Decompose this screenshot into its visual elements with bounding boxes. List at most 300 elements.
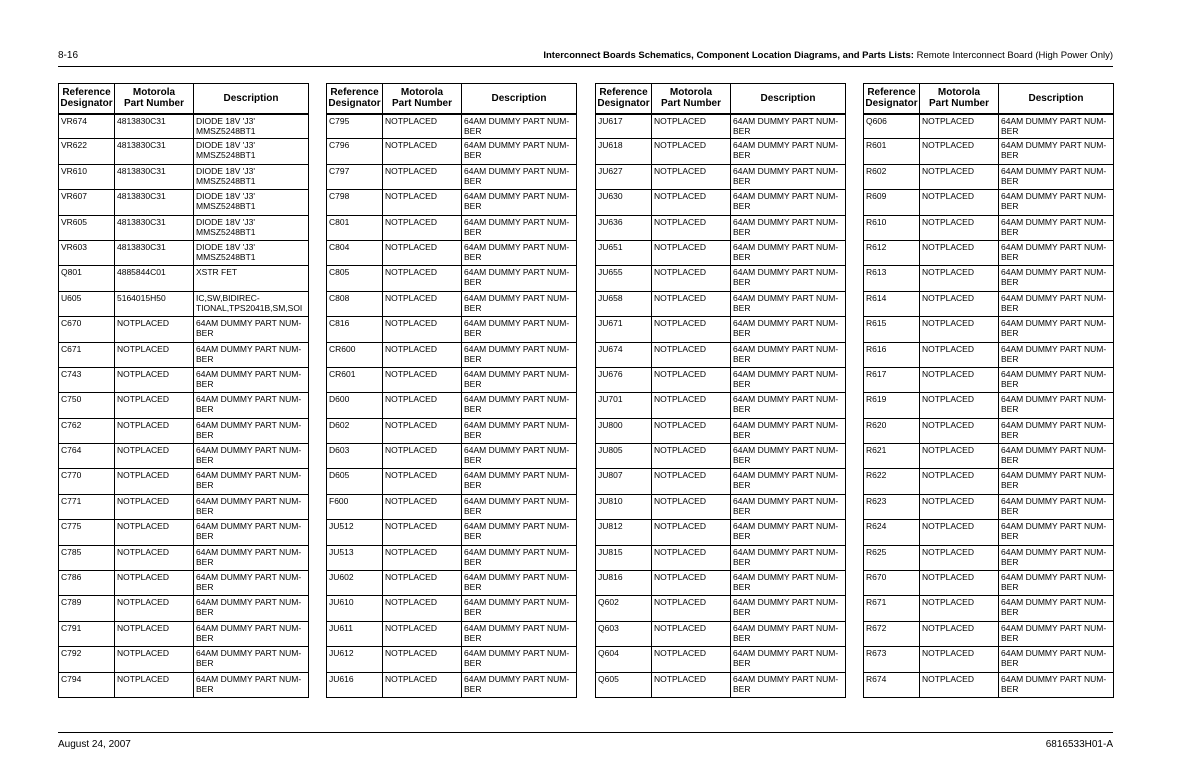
reference-designator-cell: VR603: [59, 240, 115, 265]
description-cell: 64AM DUMMY PART NUM-BER: [731, 494, 846, 519]
description-cell: 64AM DUMMY PART NUM-BER: [194, 672, 309, 697]
table-row: [59, 494, 309, 519]
col-header-description: [999, 84, 1114, 114]
reference-designator-cell: JU513: [327, 545, 383, 570]
table-row: [59, 469, 309, 494]
reference-designator-cell: C750: [59, 393, 115, 418]
reference-designator-cell: C794: [59, 672, 115, 697]
reference-designator-cell: R672: [864, 621, 920, 646]
table-row: [864, 672, 1114, 697]
reference-designator-cell: JU805: [596, 444, 652, 469]
reference-designator-cell: JU630: [596, 190, 652, 215]
reference-designator-cell: JU815: [596, 545, 652, 570]
reference-designator-cell: C762: [59, 418, 115, 443]
table-row: [596, 596, 846, 621]
table-row: [327, 596, 577, 621]
table-row: [327, 520, 577, 545]
description-cell: 64AM DUMMY PART NUM-BER: [462, 139, 577, 164]
description-cell: 64AM DUMMY PART NUM-BER: [999, 571, 1114, 596]
part-number-cell: NOTPLACED: [383, 114, 462, 139]
part-number-cell: NOTPLACED: [652, 596, 731, 621]
reference-designator-cell: VR610: [59, 164, 115, 189]
description-cell: 64AM DUMMY PART NUM-BER: [194, 520, 309, 545]
description-cell: 64AM DUMMY PART NUM-BER: [999, 317, 1114, 342]
part-number-cell: NOTPLACED: [383, 672, 462, 697]
reference-designator-cell: C786: [59, 571, 115, 596]
table-row: [864, 571, 1114, 596]
table-row: [864, 342, 1114, 367]
part-number-cell: NOTPLACED: [920, 647, 999, 672]
description-cell: 64AM DUMMY PART NUM-BER: [731, 342, 846, 367]
reference-designator-cell: R620: [864, 418, 920, 443]
table-row: [327, 545, 577, 570]
part-number-cell: NOTPLACED: [652, 342, 731, 367]
part-number-cell: NOTPLACED: [652, 393, 731, 418]
table-row: [864, 291, 1114, 316]
part-number-cell: NOTPLACED: [652, 266, 731, 291]
description-cell: 64AM DUMMY PART NUM-BER: [731, 647, 846, 672]
table-row: [59, 317, 309, 342]
reference-designator-cell: R613: [864, 266, 920, 291]
description-cell: 64AM DUMMY PART NUM-BER: [999, 545, 1114, 570]
part-number-cell: NOTPLACED: [920, 545, 999, 570]
reference-designator-cell: JU800: [596, 418, 652, 443]
description-cell: 64AM DUMMY PART NUM-BER: [194, 621, 309, 646]
page-number: 8-16: [58, 50, 79, 61]
reference-designator-cell: R617: [864, 367, 920, 392]
part-number-cell: NOTPLACED: [920, 672, 999, 697]
table-row: [327, 367, 577, 392]
reference-designator-cell: C785: [59, 545, 115, 570]
table-row: [596, 545, 846, 570]
table-row: [327, 215, 577, 240]
part-number-cell: NOTPLACED: [383, 545, 462, 570]
table-row: [327, 291, 577, 316]
description-cell: 64AM DUMMY PART NUM-BER: [999, 342, 1114, 367]
description-cell: 64AM DUMMY PART NUM-BER: [194, 647, 309, 672]
description-cell: DIODE 18V 'J3' MMSZ5248BT1: [194, 215, 309, 240]
reference-designator-cell: R674: [864, 672, 920, 697]
part-number-cell: NOTPLACED: [652, 520, 731, 545]
reference-designator-cell: C801: [327, 215, 383, 240]
reference-designator-cell: C798: [327, 190, 383, 215]
reference-designator-cell: R610: [864, 215, 920, 240]
reference-designator-cell: F600: [327, 494, 383, 519]
table-row: [864, 393, 1114, 418]
part-number-cell: 4813830C31: [115, 240, 194, 265]
description-cell: 64AM DUMMY PART NUM-BER: [194, 418, 309, 443]
reference-designator-cell: R622: [864, 469, 920, 494]
col-header-description: [731, 84, 846, 114]
table-row: [59, 418, 309, 443]
part-number-cell: NOTPLACED: [920, 596, 999, 621]
description-cell: 64AM DUMMY PART NUM-BER: [731, 444, 846, 469]
col-header-ref-line1: Reference: [599, 87, 648, 99]
description-cell: 64AM DUMMY PART NUM-BER: [462, 672, 577, 697]
reference-designator-cell: R670: [864, 571, 920, 596]
col-header-part-line1: Motorola: [937, 87, 981, 99]
parts-table: [595, 83, 846, 698]
description-cell: XSTR FET: [194, 266, 309, 291]
part-number-cell: NOTPLACED: [383, 291, 462, 316]
col-header-part-line2: Part Number: [660, 98, 721, 110]
reference-designator-cell: JU701: [596, 393, 652, 418]
table-header-row: [596, 84, 846, 114]
description-cell: 64AM DUMMY PART NUM-BER: [999, 215, 1114, 240]
col-header-ref-line2: Designator: [865, 98, 918, 110]
description-cell: 64AM DUMMY PART NUM-BER: [462, 215, 577, 240]
description-cell: 64AM DUMMY PART NUM-BER: [462, 266, 577, 291]
table-row: [59, 215, 309, 240]
description-cell: 64AM DUMMY PART NUM-BER: [999, 469, 1114, 494]
description-cell: 64AM DUMMY PART NUM-BER: [462, 571, 577, 596]
part-number-cell: NOTPLACED: [115, 317, 194, 342]
description-cell: 64AM DUMMY PART NUM-BER: [462, 545, 577, 570]
table-row: [864, 139, 1114, 164]
table-row: [327, 494, 577, 519]
description-cell: 64AM DUMMY PART NUM-BER: [731, 672, 846, 697]
description-cell: 64AM DUMMY PART NUM-BER: [731, 114, 846, 139]
reference-designator-cell: R614: [864, 291, 920, 316]
part-number-cell: NOTPLACED: [383, 190, 462, 215]
description-cell: 64AM DUMMY PART NUM-BER: [731, 215, 846, 240]
description-cell: 64AM DUMMY PART NUM-BER: [731, 367, 846, 392]
parts-table: [326, 83, 577, 698]
col-header-ref-line1: Reference: [62, 87, 111, 99]
description-cell: 64AM DUMMY PART NUM-BER: [462, 444, 577, 469]
table-row: [327, 164, 577, 189]
part-number-cell: NOTPLACED: [920, 240, 999, 265]
table-row: [59, 393, 309, 418]
part-number-cell: NOTPLACED: [383, 215, 462, 240]
col-header-desc: Description: [760, 92, 816, 104]
description-cell: 64AM DUMMY PART NUM-BER: [194, 444, 309, 469]
reference-designator-cell: C792: [59, 647, 115, 672]
part-number-cell: NOTPLACED: [652, 418, 731, 443]
description-cell: 64AM DUMMY PART NUM-BER: [462, 114, 577, 139]
description-cell: 64AM DUMMY PART NUM-BER: [462, 520, 577, 545]
table-row: [596, 418, 846, 443]
table-row: [864, 596, 1114, 621]
description-cell: 64AM DUMMY PART NUM-BER: [194, 342, 309, 367]
description-cell: 64AM DUMMY PART NUM-BER: [194, 494, 309, 519]
table-row: [596, 164, 846, 189]
reference-designator-cell: C816: [327, 317, 383, 342]
table-row: [327, 571, 577, 596]
description-cell: 64AM DUMMY PART NUM-BER: [731, 266, 846, 291]
col-header-desc: Description: [1028, 92, 1084, 104]
reference-designator-cell: C795: [327, 114, 383, 139]
part-number-cell: 4813830C31: [115, 190, 194, 215]
col-header-part-number: [920, 84, 999, 114]
part-number-cell: NOTPLACED: [652, 190, 731, 215]
part-number-cell: NOTPLACED: [652, 444, 731, 469]
description-cell: 64AM DUMMY PART NUM-BER: [462, 596, 577, 621]
table-row: [864, 520, 1114, 545]
description-cell: 64AM DUMMY PART NUM-BER: [999, 672, 1114, 697]
description-cell: 64AM DUMMY PART NUM-BER: [462, 190, 577, 215]
part-number-cell: NOTPLACED: [383, 139, 462, 164]
col-header-reference-designator: [59, 84, 115, 114]
table-row: [596, 444, 846, 469]
col-header-part-line2: Part Number: [928, 98, 989, 110]
description-cell: DIODE 18V 'J3' MMSZ5248BT1: [194, 139, 309, 164]
table-row: [327, 317, 577, 342]
description-cell: 64AM DUMMY PART NUM-BER: [999, 164, 1114, 189]
reference-designator-cell: C771: [59, 494, 115, 519]
description-cell: 64AM DUMMY PART NUM-BER: [731, 621, 846, 646]
reference-designator-cell: R615: [864, 317, 920, 342]
part-number-cell: NOTPLACED: [652, 469, 731, 494]
description-cell: DIODE 18V 'J3' MMSZ5248BT1: [194, 164, 309, 189]
reference-designator-cell: C789: [59, 596, 115, 621]
table-row: [864, 444, 1114, 469]
part-number-cell: NOTPLACED: [920, 190, 999, 215]
reference-designator-cell: Q604: [596, 647, 652, 672]
reference-designator-cell: JU627: [596, 164, 652, 189]
col-header-reference-designator: [596, 84, 652, 114]
table-row: [864, 114, 1114, 139]
description-cell: DIODE 18V 'J3' MMSZ5248BT1: [194, 114, 309, 139]
table-row: [59, 190, 309, 215]
part-number-cell: NOTPLACED: [652, 291, 731, 316]
reference-designator-cell: JU658: [596, 291, 652, 316]
table-row: [864, 545, 1114, 570]
header-title-regular: Remote Interconnect Board (High Power Only): [916, 50, 1113, 61]
description-cell: 64AM DUMMY PART NUM-BER: [999, 114, 1114, 139]
part-number-cell: NOTPLACED: [652, 545, 731, 570]
reference-designator-cell: D600: [327, 393, 383, 418]
reference-designator-cell: R671: [864, 596, 920, 621]
table-row: [59, 114, 309, 139]
footer-rule: [58, 732, 1113, 733]
table-row: [864, 215, 1114, 240]
table-row: [596, 240, 846, 265]
table-header-row: [327, 84, 577, 114]
col-header-part-line1: Motorola: [669, 87, 713, 99]
table-row: [59, 164, 309, 189]
description-cell: 64AM DUMMY PART NUM-BER: [999, 596, 1114, 621]
table-row: [864, 494, 1114, 519]
description-cell: 64AM DUMMY PART NUM-BER: [462, 647, 577, 672]
description-cell: 64AM DUMMY PART NUM-BER: [731, 164, 846, 189]
part-number-cell: NOTPLACED: [652, 672, 731, 697]
reference-designator-cell: JU812: [596, 520, 652, 545]
part-number-cell: NOTPLACED: [652, 621, 731, 646]
reference-designator-cell: VR622: [59, 139, 115, 164]
table-row: [327, 342, 577, 367]
description-cell: 64AM DUMMY PART NUM-BER: [462, 418, 577, 443]
table-row: [59, 139, 309, 164]
part-number-cell: NOTPLACED: [652, 139, 731, 164]
description-cell: DIODE 18V 'J3' MMSZ5248BT1: [194, 190, 309, 215]
table-row: [59, 444, 309, 469]
description-cell: 64AM DUMMY PART NUM-BER: [462, 291, 577, 316]
description-cell: 64AM DUMMY PART NUM-BER: [999, 418, 1114, 443]
col-header-part-number: [115, 84, 194, 114]
reference-designator-cell: C670: [59, 317, 115, 342]
table-row: [59, 647, 309, 672]
reference-designator-cell: R616: [864, 342, 920, 367]
reference-designator-cell: D602: [327, 418, 383, 443]
table-row: [59, 571, 309, 596]
reference-designator-cell: JU512: [327, 520, 383, 545]
part-number-cell: 4813830C31: [115, 114, 194, 139]
description-cell: 64AM DUMMY PART NUM-BER: [999, 266, 1114, 291]
part-number-cell: 4813830C31: [115, 215, 194, 240]
description-cell: 64AM DUMMY PART NUM-BER: [731, 469, 846, 494]
table-row: [864, 418, 1114, 443]
col-header-ref-line2: Designator: [597, 98, 650, 110]
reference-designator-cell: JU610: [327, 596, 383, 621]
reference-designator-cell: R623: [864, 494, 920, 519]
reference-designator-cell: JU676: [596, 367, 652, 392]
table-row: [327, 240, 577, 265]
part-number-cell: NOTPLACED: [115, 672, 194, 697]
table-row: [59, 596, 309, 621]
part-number-cell: NOTPLACED: [920, 266, 999, 291]
part-number-cell: NOTPLACED: [920, 164, 999, 189]
description-cell: 64AM DUMMY PART NUM-BER: [999, 621, 1114, 646]
part-number-cell: 4885844C01: [115, 266, 194, 291]
description-cell: 64AM DUMMY PART NUM-BER: [999, 494, 1114, 519]
part-number-cell: NOTPLACED: [652, 571, 731, 596]
description-cell: 64AM DUMMY PART NUM-BER: [999, 393, 1114, 418]
description-cell: 64AM DUMMY PART NUM-BER: [462, 164, 577, 189]
part-number-cell: NOTPLACED: [652, 114, 731, 139]
table-header-row: [59, 84, 309, 114]
reference-designator-cell: JU616: [327, 672, 383, 697]
reference-designator-cell: R601: [864, 139, 920, 164]
reference-designator-cell: Q606: [864, 114, 920, 139]
table-row: [596, 342, 846, 367]
description-cell: 64AM DUMMY PART NUM-BER: [999, 367, 1114, 392]
description-cell: 64AM DUMMY PART NUM-BER: [731, 139, 846, 164]
reference-designator-cell: R612: [864, 240, 920, 265]
table-row: [59, 520, 309, 545]
table-row: [596, 139, 846, 164]
col-header-ref-line2: Designator: [328, 98, 381, 110]
col-header-part-number: [383, 84, 462, 114]
reference-designator-cell: Q801: [59, 266, 115, 291]
table-row: [864, 164, 1114, 189]
col-header-part-line2: Part Number: [123, 98, 184, 110]
reference-designator-cell: Q603: [596, 621, 652, 646]
description-cell: 64AM DUMMY PART NUM-BER: [731, 545, 846, 570]
reference-designator-cell: R619: [864, 393, 920, 418]
part-number-cell: NOTPLACED: [920, 621, 999, 646]
part-number-cell: NOTPLACED: [383, 418, 462, 443]
table-row: [327, 114, 577, 139]
col-header-description: [194, 84, 309, 114]
table-row: [596, 367, 846, 392]
table-row: [59, 291, 309, 316]
table-row: [596, 672, 846, 697]
part-number-cell: NOTPLACED: [115, 520, 194, 545]
reference-designator-cell: CR601: [327, 367, 383, 392]
part-number-cell: 5164015H50: [115, 291, 194, 316]
reference-designator-cell: Q605: [596, 672, 652, 697]
reference-designator-cell: R673: [864, 647, 920, 672]
part-number-cell: NOTPLACED: [383, 647, 462, 672]
table-row: [596, 317, 846, 342]
description-cell: 64AM DUMMY PART NUM-BER: [194, 317, 309, 342]
description-cell: 64AM DUMMY PART NUM-BER: [999, 291, 1114, 316]
reference-designator-cell: JU612: [327, 647, 383, 672]
table-row: [864, 266, 1114, 291]
reference-designator-cell: C797: [327, 164, 383, 189]
table-row: [327, 139, 577, 164]
footer-doc-number: 6816533H01-A: [1045, 739, 1113, 750]
description-cell: 64AM DUMMY PART NUM-BER: [731, 520, 846, 545]
part-number-cell: NOTPLACED: [115, 418, 194, 443]
description-cell: 64AM DUMMY PART NUM-BER: [194, 367, 309, 392]
table-row: [596, 266, 846, 291]
description-cell: 64AM DUMMY PART NUM-BER: [194, 469, 309, 494]
description-cell: 64AM DUMMY PART NUM-BER: [731, 596, 846, 621]
reference-designator-cell: C743: [59, 367, 115, 392]
part-number-cell: NOTPLACED: [920, 317, 999, 342]
reference-designator-cell: JU816: [596, 571, 652, 596]
reference-designator-cell: VR607: [59, 190, 115, 215]
description-cell: 64AM DUMMY PART NUM-BER: [999, 190, 1114, 215]
reference-designator-cell: R625: [864, 545, 920, 570]
reference-designator-cell: D603: [327, 444, 383, 469]
reference-designator-cell: VR674: [59, 114, 115, 139]
part-number-cell: NOTPLACED: [920, 342, 999, 367]
part-number-cell: NOTPLACED: [920, 418, 999, 443]
table-row: [327, 393, 577, 418]
col-header-description: [462, 84, 577, 114]
part-number-cell: NOTPLACED: [115, 342, 194, 367]
description-cell: 64AM DUMMY PART NUM-BER: [999, 240, 1114, 265]
description-cell: 64AM DUMMY PART NUM-BER: [731, 393, 846, 418]
table-row: [596, 291, 846, 316]
part-number-cell: NOTPLACED: [920, 215, 999, 240]
part-number-cell: NOTPLACED: [920, 114, 999, 139]
table-row: [327, 418, 577, 443]
reference-designator-cell: C796: [327, 139, 383, 164]
part-number-cell: NOTPLACED: [383, 444, 462, 469]
description-cell: 64AM DUMMY PART NUM-BER: [999, 444, 1114, 469]
description-cell: 64AM DUMMY PART NUM-BER: [462, 469, 577, 494]
table-row: [327, 647, 577, 672]
description-cell: 64AM DUMMY PART NUM-BER: [731, 291, 846, 316]
page-header-title: [543, 50, 1113, 61]
parts-table: [863, 83, 1114, 698]
reference-designator-cell: R621: [864, 444, 920, 469]
table-row: [596, 469, 846, 494]
part-number-cell: NOTPLACED: [115, 393, 194, 418]
table-header-row: [864, 84, 1114, 114]
description-cell: 64AM DUMMY PART NUM-BER: [194, 571, 309, 596]
table-row: [59, 266, 309, 291]
col-header-part-line1: Motorola: [132, 87, 176, 99]
part-number-cell: NOTPLACED: [383, 393, 462, 418]
table-row: [864, 190, 1114, 215]
table-row: [864, 647, 1114, 672]
table-row: [327, 621, 577, 646]
col-header-ref-line1: Reference: [330, 87, 379, 99]
reference-designator-cell: JU674: [596, 342, 652, 367]
col-header-part-number: [652, 84, 731, 114]
table-row: [59, 621, 309, 646]
reference-designator-cell: C671: [59, 342, 115, 367]
description-cell: 64AM DUMMY PART NUM-BER: [462, 621, 577, 646]
part-number-cell: NOTPLACED: [115, 596, 194, 621]
part-number-cell: NOTPLACED: [383, 342, 462, 367]
reference-designator-cell: C805: [327, 266, 383, 291]
